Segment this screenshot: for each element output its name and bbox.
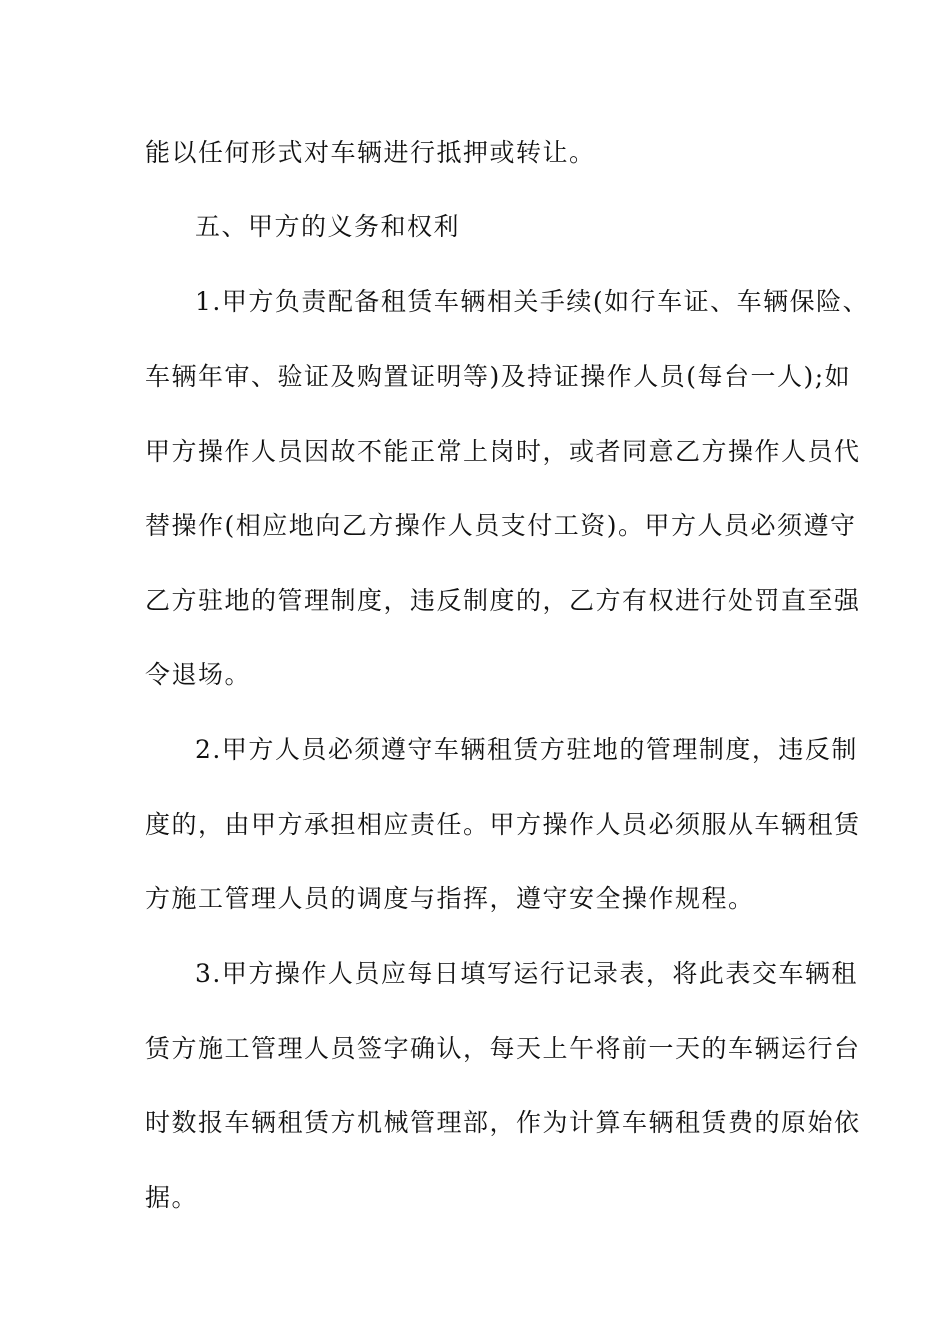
text-line: 能以任何形式对车辆进行抵押或转让。: [145, 138, 596, 167]
text-line: 替操作(相应地向乙方操作人员支付工资)。甲方人员必须遵守: [145, 511, 857, 540]
text-line: 乙方驻地的管理制度，违反制度的，乙方有权进行处罚直至强: [145, 586, 861, 615]
text-line: 甲方操作人员因故不能正常上岗时，或者同意乙方操作人员代: [145, 437, 861, 466]
section-heading: 五、甲方的义务和权利: [195, 212, 461, 241]
text-line: 据。: [145, 1183, 199, 1212]
text-line: 度的，由甲方承担相应责任。甲方操作人员必须服从车辆租赁: [145, 810, 861, 839]
text-line: 令退场。: [145, 660, 252, 689]
text-line: 3.甲方操作人员应每日填写运行记录表，将此表交车辆租: [195, 959, 858, 988]
text-line: 方施工管理人员的调度与指挥，遵守安全操作规程。: [145, 884, 755, 913]
text-line: 赁方施工管理人员签字确认，每天上午将前一天的车辆运行台: [145, 1034, 861, 1063]
text-line: 1.甲方负责配备租赁车辆相关手续(如行车证、车辆保险、: [195, 287, 870, 316]
text-line: 车辆年审、验证及购置证明等)及持证操作人员(每台一人);如: [145, 362, 852, 391]
text-line: 时数报车辆租赁方机械管理部，作为计算车辆租赁费的原始依: [145, 1108, 861, 1137]
text-line: 2.甲方人员必须遵守车辆租赁方驻地的管理制度，违反制: [195, 735, 858, 764]
